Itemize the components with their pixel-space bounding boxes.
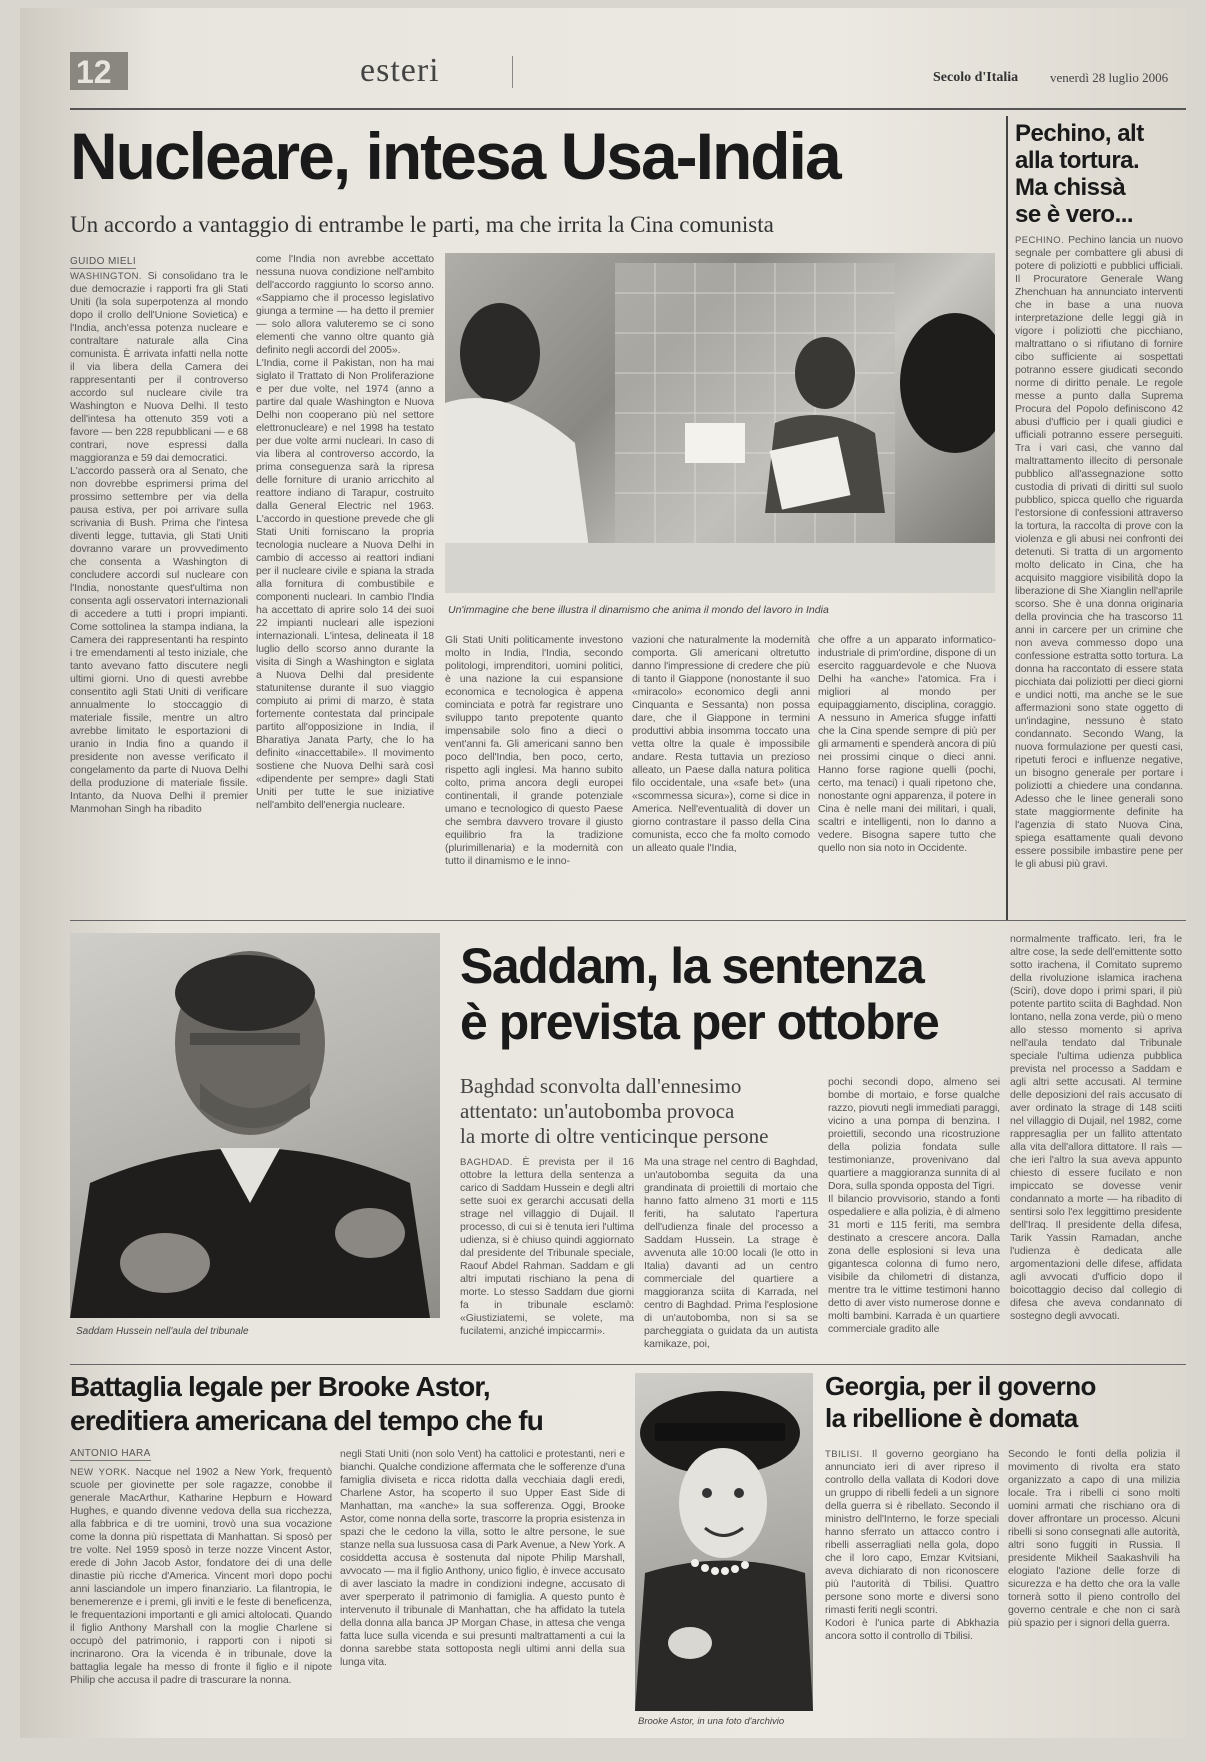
main-article-col2 <box>256 253 434 910</box>
saddam-col1-text: È prevista per il 16 ottobre la lettura della sentenza a carico di Saddam Hussein e degli altri sette suoi ex gerarchi accusati della strage nel villaggio di Dujail. Il processo, di cui si è tenuta ieri l'ultima udienza, si è chiuso quindi aggiornato dal presidente del Tribunale speciale, Raouf Abdel Rahman. Saddam e gli altri imputati rischiano la pena di morte. Lo stesso Saddam due giorni fa in tribunale esclamò: «Giustiziatemi, se volete, ma fucilatemi, anziché impiccarmi». <box>460 1156 634 1337</box>
india-photo-caption: Un'immagine che bene illustra il dinamismo che anima il mondo del lavoro in India <box>448 604 829 616</box>
newspaper-name: Secolo d'Italia <box>933 70 1019 85</box>
sidebar-divider <box>1006 116 1008 921</box>
saddam-col3 <box>828 1076 1000 1356</box>
page-number-box <box>70 52 128 90</box>
main-dateline: WASHINGTON. <box>70 271 148 282</box>
main-col2-text: come l'India non avrebbe accettato nessuna nuova condizione nell'ambito dell'accordo raggiunto lo scorso anno. «Sappiamo che il processo legislativo giunga a termine — ha detto il premier — solo allora valuteremo se ci sono elementi che vanno oltre quanto già definito negli accordi del 2005». L'India, come il Pakistan, non ha mai siglato il Trattato di Non Proliferazione e per due volte, nel 1974 (anno a partire dal quale Washington e Nuova Delhi non cooperano più nel settore elettronucleare) e nel 1998 ha testato per due volte armi nucleari. In caso di via libera al controverso accordo, la prima conseguenza sarà la ripresa delle forniture di uranio arricchito al reattore indiano di Tarapur, costruito dalla General Electric nel 1963. L'accordo in questione prevede che gli Stati Uniti forniscano la propria tecnologia nucleare a Nuova Delhi in cambio di accesso ai reattori indiani per il nucleare civile e spiana la strada alla fornitura di combustibile e componenti nucleari. In cambio l'India ha accettato di aprire solo 14 dei suoi 22 impianti nucleari alle ispezioni internazionali. L'intesa, delineata il 18 luglio dello scorso anno durante la visita di Singh a Washington e siglata a Nuova Delhi dal presidente statunitense durante il suo viaggio compiuto ai primi di marzo, è stata fortemente contestata dal principale partito all'opposizione in India, il Bharatiya Janata Party, che lo ha definito «inaccettabile». Il movimento sostiene che Nuova Delhi sarà così «dipendente per sempre» dagli Stati Uniti per tutte le sue iniziative nell'ambito dell'energia nucleare. <box>256 253 434 811</box>
saddam-illustration <box>70 933 440 1318</box>
astor-headline-line2: ereditiera americana del tempo che fu <box>70 1405 544 1436</box>
saddam-subhead <box>460 1074 768 1149</box>
georgia-headline-line2: la ribellione è domata <box>825 1403 1078 1433</box>
sidebar-headline-line4: se è vero... <box>1015 201 1134 228</box>
saddam-col2 <box>644 1156 818 1356</box>
main-article-col1 <box>70 270 248 910</box>
astor-col1 <box>70 1466 332 1716</box>
sidebar-headline <box>1015 120 1185 228</box>
astor-col2 <box>340 1448 625 1716</box>
sidebar-text-col <box>1015 234 1183 910</box>
georgia-headline <box>825 1370 1096 1434</box>
newspaper-page <box>20 8 1186 1738</box>
main-headline: Nucleare, intesa Usa-India <box>70 119 840 193</box>
main-article-col4 <box>632 634 810 910</box>
astor-headline <box>70 1370 543 1438</box>
georgia-dateline: TBILISI. <box>825 1449 872 1460</box>
astor-col1-text: Nacque nel 1902 a New York, frequentò scuole per giovinette per sole ragazze, conobbe il generale MacArthur, Katharine Hepburn e Howard Hughes, e quando divenne vedova della sua ricchezza, alla fabbrica e di tre uomini, trovò una sua vocazione come la donna più rispettata di Manhattan. Si sposò per tre volte. Nel 1959 sposò in terze nozze Vincent Astor, erede di John Jacob Astor, fondatore dei di una delle dinastie più ricche d'America. Vincent morì dopo pochi anni lasciandole un impero finanziario. La filantropia, le benemerenze e i premi, gli inviti e le feste di beneficenza, le frequentazioni importanti e gli amici altolocati. Quando il figlio Anthony Marshall con la moglie Charlene si occupò del patrimonio, i rapporti con i nipoti si incrinarono. Ora la vicenda è in tribunale, dove la battaglia legale ha messo di fronte il figlio e il nipote Philip che accusa il padre di trascurare la nonna. <box>70 1466 332 1686</box>
bottom-section-rule <box>70 1364 1186 1365</box>
saddam-headline-line2: è prevista per ottobre <box>460 994 939 1050</box>
saddam-col1 <box>460 1156 634 1356</box>
saddam-headline <box>460 938 938 1050</box>
section-divider <box>512 56 513 88</box>
brooke-astor-photo <box>635 1373 813 1711</box>
main-article-col3 <box>445 634 623 910</box>
saddam-headline-line1: Saddam, la sentenza <box>460 938 924 994</box>
saddam-photo-caption: Saddam Hussein nell'aula del tribunale <box>76 1326 249 1337</box>
astor-byline: ANTONIO HARA <box>70 1448 151 1459</box>
sidebar-headline-line1: Pechino, alt <box>1015 120 1144 147</box>
middle-section-rule <box>70 920 1186 921</box>
astor-dateline: NEW YORK. <box>70 1467 136 1478</box>
main-col5-text: che offre a un apparato informatico-industriale di prim'ordine, dispone di un esercito ragguardevole e che Nuova Delhi ha «anche» l'atomica. Fra i migliori al mondo per equipaggiamento, disciplina, coraggio. A nessuno in America sfugge infatti che la Cina spende sempre di più per gli armamenti e spenderà ancora di più nei prossimi cinque o dieci anni. Hanno forse ragione quelli (pochi, certo, ma tenaci) i quali ripetono che, nonostante ogni apparenza, il potere in Cina è nelle mani dei militari, i quali, scaltri e intelligenti, non lo danno a vedere. Bisogna sapere tutto che quello non sia noto in Occidente. <box>818 634 996 854</box>
astor-headline-line1: Battaglia legale per Brooke Astor, <box>70 1371 490 1402</box>
main-subhead: Un accordo a vantaggio di entrambe le parti, ma che irrita la Cina comunista <box>70 212 774 237</box>
main-article-col5 <box>818 634 996 910</box>
masthead-rule <box>70 108 1186 110</box>
georgia-headline-line1: Georgia, per il governo <box>825 1371 1096 1401</box>
sidebar-headline-line2: alla tortura. <box>1015 147 1140 174</box>
sidebar-text: Pechino lancia un nuovo segnale per combattere gli abusi di potere di poliziotti e pubblici ufficiali. Il Procuratore Generale Wang Zhenchuan ha annunciato interventi che in base a una nuova interpretazione delle leggi già in vigore i poliziotti che picchiano, maltrattano o si rifiutano di fornire cibo sufficiente ai sospettati potranno essere giudicati secondo norme di diritto penale. Le regole messe a punto dalla Suprema Procura del Popolo definiscono 42 abusi d'ufficio per i quali giudici e ufficiali potranno essere perseguiti. Tra i vari casi, che vanno dal maltrattamento illecito di personale pubblico all'assegnazione sotto custodia di privati di diritti sul suolo pubblico, spicca quello che riguarda l'estorsione di confessioni attraverso la tortura, la raccolta di prove con la violenza e gli abusi nei confronti dei detenuti. Si tratta di un argomento molto delicato in Cina, che ha acquisito maggiore visibilità dopo la liberazione di She Xianglin nell'aprile scorso. She è una donna originaria della provincia che ha trascorso 11 anni in carcere per un crimine che non aveva commesso dopo una confessione estratta sotto tortura. La donna ha raccontato di essere stata picchiata dai poliziotti per dieci giorni e undici notti, ma anche se le sue affermazioni sono state oggetto di un'indagine, nessuno è stato condannato. Secondo Wang, la nuova formulazione per questi casi, ripetuti feroci e influenze negative, un bisogno generale per portare i poliziotti a chiedere una condanna. Adesso che le linee generali sono state maggiormente definite ha l'agenzia di stato Nuova Cina, spiega esattamente quali devono essere possibile imbastire pene per le gli abusi più gravi. <box>1015 234 1183 870</box>
saddam-subhead-line2: attentato: un'autobomba provoca <box>460 1099 735 1123</box>
saddam-photo <box>70 933 440 1318</box>
india-workers-illustration <box>445 253 995 593</box>
saddam-subhead-line1: Baghdad sconvolta dall'ennesimo <box>460 1074 742 1098</box>
saddam-subhead-line3: la morte di oltre venticinque persone <box>460 1124 769 1148</box>
georgia-col1-text: Il governo georgiano ha annunciato ieri di aver ripreso il controllo della vallata di Kodori dove un gruppo di ribelli fedeli a un signore della guerra si è ribellato. Secondo il ministro dell'Interno, le forze speciali hanno sferrato un attacco contro i ribelli asserragliati nella gola, dopo che il loro capo, Emzar Kvitsiani, aveva dichiarato di non riconoscere più l'autorità di Tbilisi. Quattro persone sono morte e diversi sono rimasti feriti negli scontri. Kodori è l'unica parte di Abkhazia ancora sotto il controllo di Tbilisi. <box>825 1448 999 1642</box>
saddam-col2-text: Ma una strage nel centro di Baghdad, un'autobomba seguita da una grandinata di proiettili di mortaio che hanno fatto almeno 31 morti e 115 feriti, ha salutato l'apertura dell'udienza finale del processo a Saddam Hussein. La strage è avvenuta alle 10:00 locali (le otto in Italia) davanti ad un centro commerciale del quartiere a maggioranza sciita di Karrada, nel centro di Baghdad. Prima l'esplosione di un'autobomba, non si sa se parcheggiata o guidata da un autista kamikaze, poi, <box>644 1156 818 1350</box>
saddam-col4 <box>1010 933 1182 1356</box>
brooke-astor-illustration <box>635 1373 813 1711</box>
main-col1-text: Si consolidano tra le due democrazie i rapporti fra gli Stati Uniti (la sola superpotenza al mondo dopo il crollo dell'Unione Sovietica) e l'India, anch'essa potenza nucleare e contraltare naturale alla Cina comunista. È arrivata infatti nella notte il via libera della Camera dei rappresentanti per il controverso accordo sul nucleare civile tra Washington e Nuova Delhi. Il testo dell'intesa ha ottenuto 359 voti a favore — ben 228 repubblicani — e 68 contrari, nove espressi dalla maggioranza e 59 dai democratici. L'accordo passerà ora al Senato, che non dovrebbe esprimersi prima del prossimo settembre per via della pausa estiva, per poi arrivare sulla scrivania di Bush. Prima che l'intesa diventi legge, tuttavia, gli Stati Uniti dovranno varare un provvedimento che consenta a Washington di concludere accordi sul nucleare con l'India, nonostante quest'ultima non consenta agli osservatori internazionali di accedere a tutti i propri impianti. Come sottolinea la stampa indiana, la Camera dei rappresentanti ha respinto i tre emendamenti al testo iniziale, che tanto avevano fatto discutere negli ultimi giorni. Uno di questi avrebbe consentito agli Stati Uniti di verificare annualmente lo stoccaggio di materiale fissile, mentre un altro avrebbe limitato le esportazioni di uranio in India fino a quando il presidente non avesse verificato il congelamento da parte di Nuova Delhi della produzione di materiale fissile. Intanto, da Nuova Delhi il premier Manmohan Singh ha ribadito <box>70 270 248 815</box>
main-col4-text: vazioni che naturalmente la modernità comporta. Gli americani oltretutto danno l'impressione di credere che più di tanto il Giappone (nonostante il suo «miracolo» economico degli anni Cinquanta e Sessanta) non possa dare, che il Giappone in termini produttivi abbia insomma toccato una vetta oltre la quale è impossibile andare. Resta tuttavia un prezioso alleato, un Paese dalla natura politica filo occidentale, una «safe bet» (una «scommessa sicura»), come si dice in America. Nell'eventualità di dover un giorno contrastare il passo della Cina comunista, ecco che fa molto comodo un alleato quale l'India, <box>632 634 810 854</box>
page-number: 12 <box>76 54 112 90</box>
saddam-dateline: BAGHDAD. <box>460 1157 523 1168</box>
astor-col2-text: negli Stati Uniti (non solo Vent) ha cattolici e protestanti, neri e bianchi. Qualche condizione affermata che le sofferenze d'una famiglia diviseta e ricca ridotta dalla vecchiaia dagli eredi, Charlene Astor, ha scoperto il suo Upper East Side di Manhattan, ma «anche» la sua sofferenza. Oggi, Brooke Astor, come nonna della sorte, trascorre la propria esistenza in spazi che le cedono la villa, sotto le altre persone, le sue stanze nella sua lussuosa casa di Park Avenue, a New York. A cosiddetta accusa è sostenuta dal nipote Philip Marshall, avvocato — ma il figlio Anthony, unico figlio, è invece accusato di aver lasciato la madre in condizioni indegne, accusato di aver sperperato il patrimonio di famiglia. A questo punto è intervenuto il tribunale di Manhattan, che ha affidato la tutela della donna alla banca JP Morgan Chase, in attesa che venga fatta luce sulla vicenda e sui presunti maltrattamenti a cui la donna sarebbe stata sottoposta negli ultimi anni della sua lunga vita. <box>340 1448 625 1668</box>
georgia-col2-text: Secondo le fonti della polizia il movimento di rivolta era stato organizzato a capo di una milizia locale. Tra i ribelli ci sono molti uomini armati che rischiano ora di dover affrontare un processo. Alcuni ribelli si sono consegnati alle autorità, altri sono fuggiti in Russia. Il presidente Mikheil Saakashvili ha elogiato l'azione delle forze di sicurezza e ha detto che ora la valle tornerà sotto il pieno controllo del governo centrale e che non ci sarà più spazio per i signori della guerra. <box>1008 1448 1180 1629</box>
issue-date: venerdì 28 luglio 2006 <box>1050 70 1169 85</box>
main-byline: GUIDO MIELI <box>70 256 137 267</box>
india-workers-photo <box>445 253 995 593</box>
section-name: esteri <box>360 52 440 89</box>
sidebar-dateline: PECHINO. <box>1015 235 1069 246</box>
astor-photo-caption: Brooke Astor, in una foto d'archivio <box>638 1716 785 1727</box>
saddam-col4-text: normalmente trafficato. Ieri, fra le altre cose, la sede dell'emittente sotto sotto irachena, il Comitato supremo della rivoluzione islamica irachena (Sciri), dove dopo i primi spari, il più potente partito sciita di Baghdad. Non lontano, nella zona verde, più o meno allo stesso momento si apriva nell'aula tendato dal Tribunale speciale l'ultima udienza pubblica prevista nel processo a Saddam e agli altri sette accusati. Al termine delle deposizioni del raìs accusato di aver ordinato la strage di 148 sciiti nel villaggio di Dujail, nel 1982, come rappresaglia per un fallito attentato alla vita dell'allora dittatore. Il raìs — che ieri l'altro la sua aveva appunto chiesto di essere fucilato e non impiccato se dovesse venir condannato a morte — ha ribadito di sentirsi solo l'ex leggittimo presidente dell'Iraq. Il presidente della difesa, Tarik Yassin Ramadan, anche l'udienza è dedicata alle argomentazioni delle difese, affidata agli avvocati d'ufficio dopo il boicottaggio deciso dal collegio di difesa che aveva condannato di sostegno degli avvocati. <box>1010 933 1182 1322</box>
sidebar-headline-line3: Ma chissà <box>1015 174 1126 201</box>
saddam-col3-text: pochi secondi dopo, almeno sei bombe di mortaio, e forse qualche razzo, piovuti negli immediati paraggi, vicino a una pompa di benzina. I proiettili, secondo una ricostruzione della polizia fondata sulle testimonianze, provenivano dal quartiere a maggioranza sunnita di al Dora, sulla sponda opposta del Tigri. Il bilancio provvisorio, stando a fonti ospedaliere e alla polizia, è di almeno 31 morti e 115 feriti, ma sembra destinato a crescere ancora. Dalla zona delle esplosioni si leva una gigantesca colonna di fumo nero, visibile da chilometri di distanza, mentre tra le vittime testimoni hanno detto di aver visto numerose donne e molti bambini. Karrada è un quartiere commerciale gradito alle <box>828 1076 1000 1335</box>
main-col3-text: Gli Stati Uniti politicamente investono molto in India, l'India, secondo politologi, imprenditori, uomini politici, è una nazione la cui espansione economica e tecnologica è appena cominciata e potrà far registrare uno sviluppo tanto prepotente quanto impensabile solo fino a dieci o vent'anni fa. Gli americani sanno ben poco dell'India, ben poco, certo, rispetto agli inglesi. Ma hanno subito colto, prima ancora degli europei continentali, il grande potenziale umano e tecnologico di questo Paese che sembra davvero trovare il giusto equilibrio fra la tradizione (plurimillenaria) e la modernità con tutto il dinamismo e le inno- <box>445 634 623 867</box>
georgia-col1 <box>825 1448 999 1716</box>
georgia-col2 <box>1008 1448 1180 1716</box>
